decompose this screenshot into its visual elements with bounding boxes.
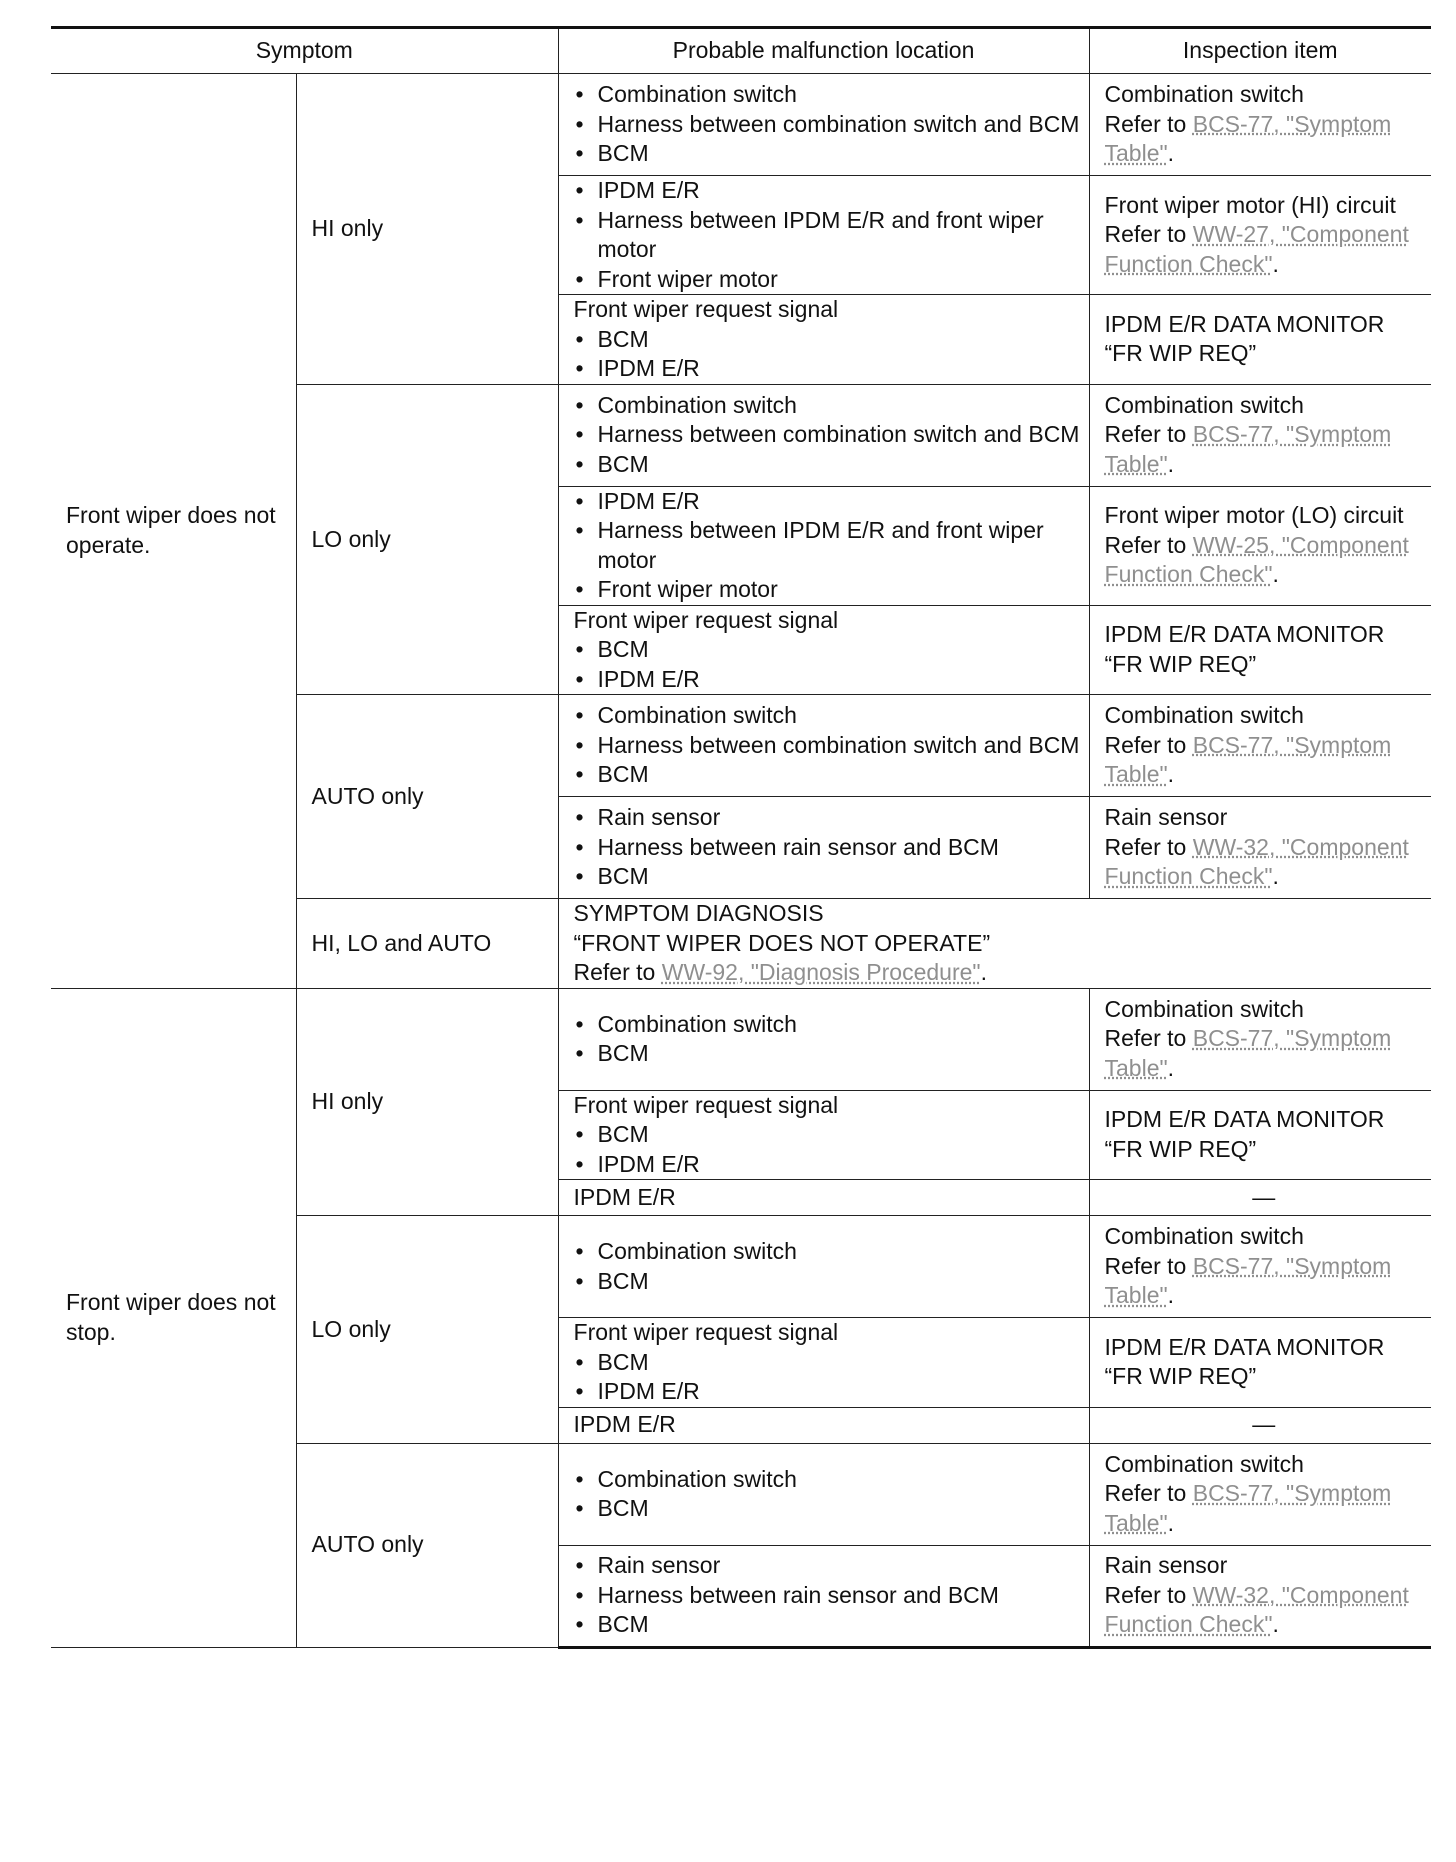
inspection-cell [1089, 695, 1431, 797]
malfunction-cell [558, 695, 1089, 797]
inspection-title: IPDM E/R DATA MONITOR [1104, 310, 1385, 337]
reference-link[interactable]: WW-25, "Component Function Check" [1104, 531, 1409, 588]
inspection-cell [1089, 797, 1431, 899]
inspection-cell [1089, 1407, 1431, 1443]
inspection-title: Combination switch [1104, 1223, 1304, 1250]
malfunction-item: • IPDM E/R [574, 354, 1081, 384]
inspection-title: Rain sensor [1104, 804, 1228, 831]
malfunction-cell [558, 74, 1089, 176]
sub-symptom-cell [296, 899, 558, 989]
inspection-refer [1105, 531, 1424, 590]
diagnosis-table-container [51, 26, 1431, 1649]
malfunction-heading: IPDM E/R [573, 1411, 676, 1438]
malfunction-list [574, 1010, 1081, 1069]
malfunction-list [574, 803, 1081, 892]
malfunction-item: • Harness between combination switch and BCM [574, 110, 1081, 140]
malfunction-item: • BCM [574, 635, 1081, 665]
symptom-table [51, 26, 1431, 1649]
inspection-title: IPDM E/R DATA MONITOR [1104, 621, 1385, 648]
malfunction-list [574, 1237, 1081, 1296]
inspection-monitor-item: “FR WIP REQ” [1104, 340, 1257, 367]
malfunction-item: • Harness between IPDM E/R and front wiper motor [574, 516, 1081, 575]
inspection-cell [1089, 1090, 1431, 1180]
malfunction-item: • BCM [574, 1610, 1081, 1640]
refer-suffix: . [1167, 761, 1175, 788]
inspection-cell [1089, 988, 1431, 1090]
malfunction-heading: Front wiper request signal [573, 296, 839, 322]
sub-symptom-text: AUTO only [311, 1531, 424, 1558]
refer-prefix: Refer to [1104, 421, 1193, 448]
table-row [51, 988, 1431, 1090]
inspection-title: IPDM E/R DATA MONITOR [1104, 1106, 1385, 1133]
refer-suffix: . [1272, 1611, 1279, 1638]
refer-prefix: Refer to [1104, 1252, 1193, 1279]
malfunction-item: • BCM [574, 1039, 1081, 1069]
refer-prefix: Refer to [1104, 1581, 1193, 1608]
malfunction-list [574, 1551, 1081, 1640]
malfunction-item: • Harness between combination switch and BCM [574, 420, 1081, 450]
malfunction-item: • BCM [574, 862, 1081, 892]
sub-symptom-text: HI only [311, 215, 384, 241]
inspection-title: Combination switch [1104, 81, 1304, 108]
refer-prefix: Refer to [1104, 1025, 1193, 1052]
sub-symptom-cell [296, 695, 558, 899]
malfunction-cell [558, 1180, 1089, 1216]
malfunction-item: • IPDM E/R [574, 1377, 1081, 1407]
inspection-cell [1089, 295, 1431, 385]
malfunction-cell [558, 797, 1089, 899]
inspection-refer [1105, 420, 1424, 479]
inspection-refer [1105, 1479, 1424, 1538]
inspection-title: Combination switch [1104, 391, 1304, 418]
inspection-refer [1105, 1252, 1424, 1311]
inspection-dash: — [1252, 1411, 1276, 1438]
malfunction-list [574, 701, 1081, 790]
inspection-refer [1105, 1581, 1424, 1640]
refer-suffix: . [1272, 250, 1279, 277]
header-inspection-item: Inspection item [1089, 28, 1431, 74]
malfunction-item: • Combination switch [574, 1237, 1081, 1267]
malfunction-item: • BCM [574, 325, 1081, 355]
malfunction-item: • BCM [574, 1120, 1081, 1150]
inspection-refer [1105, 731, 1424, 790]
symptom-text: Front wiper does not operate. [66, 502, 276, 558]
header-symptom: Symptom [51, 28, 558, 74]
inspection-refer [1105, 220, 1424, 279]
refer-suffix: . [1167, 140, 1175, 167]
malfunction-cell [558, 1407, 1089, 1443]
malfunction-list [574, 325, 1081, 384]
malfunction-item: • Rain sensor [574, 803, 1081, 833]
table-row [51, 74, 1431, 176]
sub-symptom-cell [296, 74, 558, 385]
refer-prefix: Refer to [1104, 833, 1193, 860]
reference-link[interactable]: WW-32, "Component Function Check" [1104, 833, 1409, 890]
refer-suffix: . [1167, 1282, 1175, 1309]
malfunction-list [574, 635, 1081, 694]
malfunction-item: • BCM [574, 139, 1081, 169]
malfunction-item: • Combination switch [574, 701, 1081, 731]
malfunction-item: • Combination switch [574, 80, 1081, 110]
inspection-monitor-item: “FR WIP REQ” [1104, 1135, 1257, 1162]
reference-link[interactable]: BCS-77, "Symptom Table" [1104, 421, 1392, 477]
refer-prefix: Refer to [573, 959, 662, 985]
sub-symptom-text: HI only [311, 1088, 384, 1114]
refer-prefix: Refer to [1104, 531, 1193, 558]
sub-symptom-cell [296, 988, 558, 1216]
inspection-cell [1089, 1545, 1431, 1647]
malfunction-cell [558, 1443, 1089, 1545]
sub-symptom-cell [296, 384, 558, 695]
malfunction-item: • Harness between rain sensor and BCM [574, 833, 1081, 863]
sub-symptom-text: AUTO only [311, 782, 424, 809]
inspection-title: Front wiper motor (HI) circuit [1104, 191, 1396, 218]
malfunction-item: • Harness between IPDM E/R and front wiper motor [574, 206, 1081, 265]
inspection-cell [1089, 1318, 1431, 1408]
table-body [51, 74, 1431, 1648]
malfunction-item: • BCM [574, 450, 1081, 480]
inspection-cell [1089, 605, 1431, 695]
inspection-title: Front wiper motor (LO) circuit [1104, 502, 1404, 529]
malfunction-item: • IPDM E/R [574, 1150, 1081, 1180]
diagnosis-refer [574, 958, 1424, 988]
malfunction-heading: Front wiper request signal [573, 1319, 839, 1345]
malfunction-item: • Combination switch [574, 1010, 1081, 1040]
sub-symptom-text: LO only [311, 1315, 391, 1342]
reference-link[interactable]: BCS-77, "Symptom Table" [1104, 110, 1392, 167]
refer-prefix: Refer to [1104, 221, 1193, 248]
header-row [51, 28, 1431, 74]
malfunction-item: • IPDM E/R [574, 487, 1081, 517]
refer-prefix: Refer to [1104, 110, 1193, 137]
malfunction-item: • Front wiper motor [574, 575, 1081, 605]
reference-link[interactable]: BCS-77, "Symptom Table" [1104, 1252, 1392, 1309]
inspection-title: Rain sensor [1104, 1552, 1228, 1579]
diagnosis-subtitle: “FRONT WIPER DOES NOT OPERATE” [573, 929, 991, 956]
malfunction-item: • BCM [574, 1494, 1081, 1524]
malfunction-cell [558, 605, 1089, 695]
malfunction-item: • Combination switch [574, 1465, 1081, 1495]
refer-suffix: . [1272, 863, 1279, 890]
malfunction-cell [558, 1318, 1089, 1408]
malfunction-heading: Front wiper request signal [573, 1091, 839, 1118]
malfunction-list [574, 80, 1081, 169]
reference-link[interactable]: WW-27, "Component Function Check" [1104, 221, 1409, 277]
inspection-title: Combination switch [1104, 702, 1304, 729]
malfunction-item: • IPDM E/R [574, 176, 1081, 206]
malfunction-item: • BCM [574, 760, 1081, 790]
sub-symptom-cell [296, 1216, 558, 1444]
refer-suffix: . [980, 959, 987, 985]
reference-link[interactable]: BCS-77, "Symptom Table" [1104, 1025, 1392, 1081]
inspection-cell [1089, 74, 1431, 176]
malfunction-heading: IPDM E/R [573, 1183, 676, 1210]
symptom-text: Front wiper does not stop. [66, 1289, 276, 1345]
sub-symptom-text: HI, LO and AUTO [311, 929, 492, 956]
malfunction-list [574, 1120, 1081, 1179]
symptom-cell [51, 74, 296, 989]
malfunction-cell [558, 1090, 1089, 1180]
inspection-cell [1089, 1180, 1431, 1216]
refer-suffix: . [1167, 1054, 1175, 1081]
malfunction-item: • Harness between combination switch and BCM [574, 731, 1081, 761]
symptom-diagnosis-cell [558, 899, 1431, 989]
refer-prefix: Refer to [1104, 731, 1193, 758]
reference-link[interactable]: BCS-77, "Symptom Table" [1104, 1480, 1392, 1536]
malfunction-item: • Harness between rain sensor and BCM [574, 1581, 1081, 1611]
inspection-monitor-item: “FR WIP REQ” [1104, 1363, 1257, 1390]
sub-symptom-cell [296, 1443, 558, 1647]
malfunction-item: • BCM [574, 1348, 1081, 1378]
refer-suffix: . [1167, 1509, 1175, 1536]
inspection-title: Combination switch [1104, 1450, 1304, 1477]
malfunction-item: • Front wiper motor [574, 265, 1081, 295]
reference-link[interactable]: WW-32, "Component Function Check" [1104, 1581, 1409, 1638]
inspection-refer [1105, 1024, 1424, 1083]
malfunction-list [574, 1348, 1081, 1407]
inspection-cell [1089, 486, 1431, 605]
malfunction-item: • IPDM E/R [574, 665, 1081, 695]
malfunction-cell [558, 384, 1089, 486]
malfunction-cell [558, 1216, 1089, 1318]
malfunction-item: • BCM [574, 1267, 1081, 1297]
inspection-dash: — [1252, 1183, 1276, 1210]
malfunction-list [574, 487, 1081, 605]
inspection-cell [1089, 176, 1431, 295]
refer-prefix: Refer to [1104, 1480, 1193, 1507]
inspection-monitor-item: “FR WIP REQ” [1104, 650, 1257, 677]
malfunction-cell [558, 486, 1089, 605]
reference-link[interactable]: WW-92, "Diagnosis Procedure" [661, 959, 981, 985]
sub-symptom-text: LO only [311, 525, 391, 552]
malfunction-list [574, 176, 1081, 294]
malfunction-item: • Combination switch [574, 391, 1081, 421]
symptom-cell [51, 988, 296, 1647]
inspection-title: IPDM E/R DATA MONITOR [1104, 1333, 1385, 1360]
malfunction-list [574, 1465, 1081, 1524]
malfunction-cell [558, 176, 1089, 295]
reference-link[interactable]: BCS-77, "Symptom Table" [1104, 731, 1392, 788]
malfunction-list [574, 391, 1081, 480]
inspection-cell [1089, 384, 1431, 486]
inspection-refer [1105, 110, 1424, 169]
header-malfunction-location: Probable malfunction location [558, 28, 1089, 74]
inspection-cell [1089, 1216, 1431, 1318]
malfunction-cell [558, 295, 1089, 385]
malfunction-heading: Front wiper request signal [573, 606, 839, 633]
refer-suffix: . [1167, 450, 1175, 477]
malfunction-cell [558, 988, 1089, 1090]
malfunction-item: • Rain sensor [574, 1551, 1081, 1581]
inspection-refer [1105, 833, 1424, 892]
inspection-cell [1089, 1443, 1431, 1545]
refer-suffix: . [1272, 561, 1279, 588]
malfunction-cell [558, 1545, 1089, 1647]
diagnosis-title: SYMPTOM DIAGNOSIS [573, 900, 824, 926]
inspection-title: Combination switch [1104, 995, 1304, 1022]
